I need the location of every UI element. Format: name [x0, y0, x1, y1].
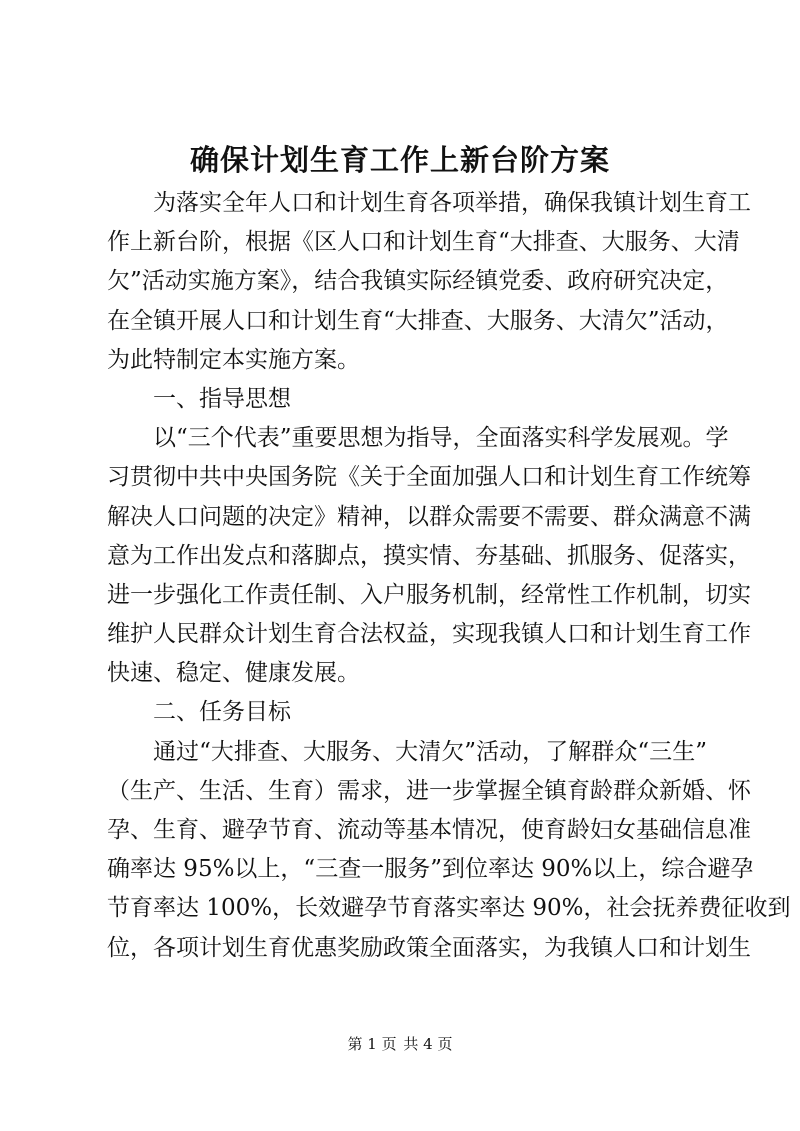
body-line: 为此特制定本实施方案。: [107, 346, 360, 373]
body-line: 为落实全年人口和计划生育各项举措，确保我镇计划生育工: [153, 190, 751, 216]
body-line: 孕、生育、避孕节育、流动等基本情况，使育龄妇女基础信息准: [107, 817, 751, 843]
document-title: 确保计划生育工作上新台阶方案: [189, 143, 610, 177]
body-line: （生产、生活、生育）需求，进一步掌握全镇育龄群众新婚、怀: [107, 777, 751, 804]
body-line: 作上新台阶，根据《区人口和计划生育“大排查、大服务、大清: [107, 229, 740, 256]
body-line: 维护人民群众计划生育合法权益，实现我镇人口和计划生育工作: [107, 621, 751, 648]
body-line: 进一步强化工作责任制、入户服务机制，经常性工作机制，切实: [107, 581, 751, 608]
body-line: 节育率达 100%，长效避孕节育落实率达 90%，社会抚养费征收到: [107, 895, 791, 922]
page-total: 共 4 页: [403, 1035, 453, 1053]
body-line: 位，各项计划生育优惠奖励政策全面落实，为我镇人口和计划生: [107, 934, 751, 961]
page-footer: [0, 1034, 800, 1054]
body-line: 以“三个代表”重要思想为指导，全面落实科学发展观。学: [153, 425, 729, 452]
page-number: 第 1 页: [347, 1035, 397, 1053]
body-line: 在全镇开展人口和计划生育“大排查、大服务、大清欠”活动，: [107, 307, 729, 334]
document-body: [107, 184, 791, 968]
body-line: 解决人口问题的决定》精神，以群众需要不需要、群众满意不满: [107, 503, 751, 530]
body-line: 意为工作出发点和落脚点，摸实情、夯基础、抓服务、促落实，: [107, 542, 751, 569]
body-line: 通过“大排查、大服务、大清欠”活动，了解群众“三生”: [153, 738, 707, 765]
section-heading: 二、任务目标: [153, 699, 291, 726]
section-heading: 一、指导思想: [153, 385, 291, 412]
body-line: 确率达 95%以上，“三查一服务”到位率达 90%以上，综合避孕: [107, 856, 754, 883]
body-line: 欠”活动实施方案》，结合我镇实际经镇党委、政府研究决定，: [107, 268, 729, 295]
body-line: 快速、稳定、健康发展。: [107, 660, 360, 687]
body-line: 习贯彻中共中央国务院《关于全面加强人口和计划生育工作统筹: [107, 464, 751, 491]
